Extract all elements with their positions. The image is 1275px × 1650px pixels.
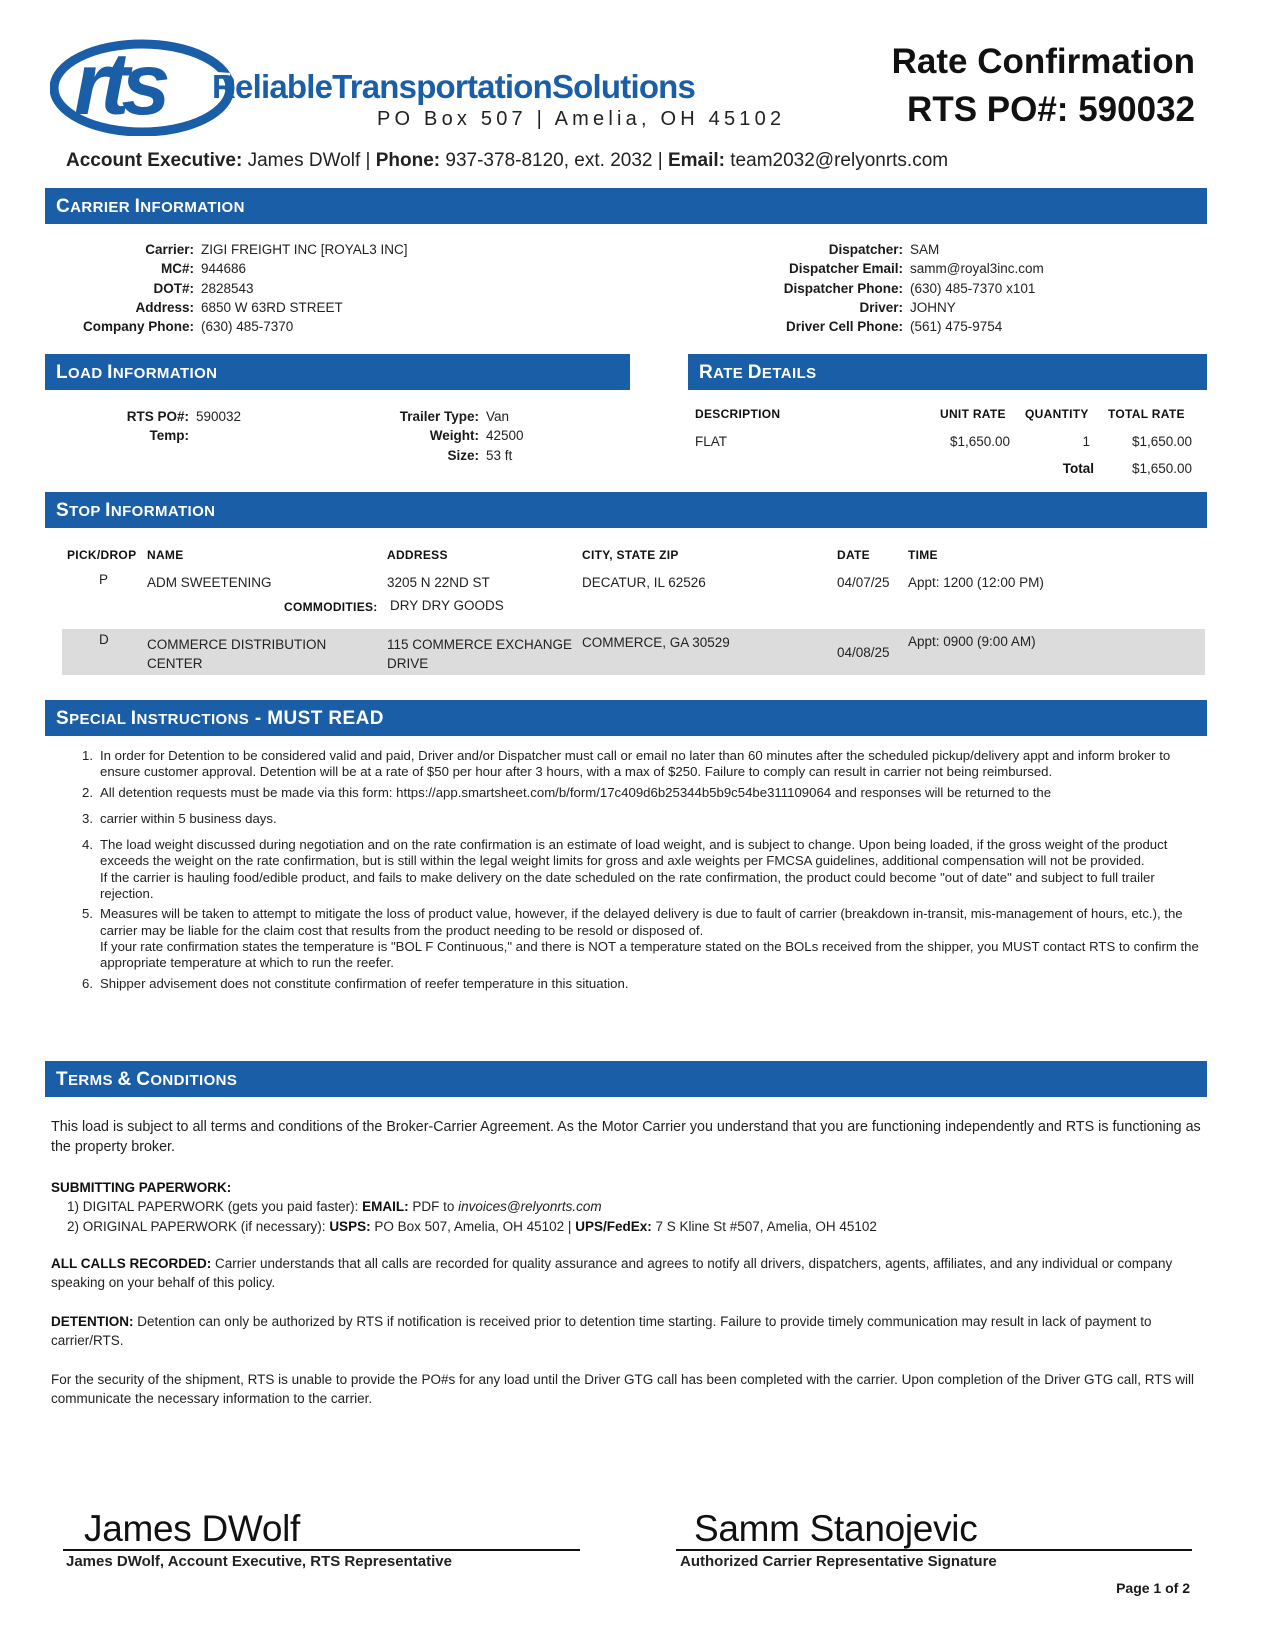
invoice-email: invoices@relyonrts.com — [458, 1199, 602, 1215]
field-label: MC#: — [161, 261, 194, 277]
title-cap: I — [107, 362, 113, 383]
title-rest: TOP — [69, 503, 101, 520]
list-text: If your rate confirmation states the temperature is "BOL F Continuous," and there is NOT a temperature stated on the BOLs received from the shipper, you MUST contact RTS to confirm the appropriate temperature at which to run the reefer. — [100, 938, 1199, 971]
rts-logo-letters: rts — [74, 36, 163, 133]
account-executive-line — [66, 150, 948, 172]
field-label: DOT#: — [153, 280, 194, 296]
title-rest: NFORMATION — [110, 503, 216, 520]
stop-address-line: DRIVE — [387, 656, 429, 671]
title-cap: C — [56, 196, 71, 217]
detention-text: Detention can only be authorized by RTS if notification is received prior to detention time starting. Failure to provide timely communication may result in lack of payment to carrier/RTS. — [51, 1314, 1152, 1349]
carrier-signature-line — [676, 1549, 1192, 1551]
detention-label: DETENTION: — [51, 1314, 134, 1329]
field-label: Address: — [135, 299, 194, 315]
title-cap: I — [130, 708, 137, 729]
rate-total-label: Total — [1062, 461, 1094, 476]
carrier-signature-caption: Authorized Carrier Representative Signature — [680, 1553, 997, 1570]
field-label: Temp: — [149, 428, 189, 444]
list-number: 5. — [82, 906, 93, 922]
title-cap: S — [56, 708, 70, 729]
stop-time: Appt: 1200 (12:00 PM) — [908, 575, 1044, 590]
field-value: JOHNY — [910, 299, 956, 315]
list-number: 2. — [82, 784, 93, 800]
stop-name: ADM SWEETENING — [147, 575, 272, 590]
carrier-field — [60, 298, 408, 317]
title-rest: NSTRUCTIONS — [136, 711, 250, 728]
field-value: (561) 475-9754 — [910, 319, 1003, 335]
field-value: 2828543 — [201, 280, 254, 296]
stop-information-header — [45, 492, 1207, 528]
stop-date: 04/08/25 — [837, 645, 890, 660]
title-cap: I — [105, 500, 111, 521]
rate-total-value: $1,650.00 — [1131, 461, 1192, 476]
load-info-left — [90, 407, 241, 446]
carrier-field — [60, 240, 408, 259]
stop-address: 3205 N 22ND ST — [387, 575, 490, 590]
account-email: team2032@relyonrts.com — [730, 150, 949, 171]
title-cap: D — [747, 362, 762, 383]
load-information-header — [45, 354, 630, 390]
field-label: Company Phone: — [82, 319, 194, 335]
stop-name-line: CENTER — [147, 656, 203, 671]
stop-header-name: NAME — [147, 548, 184, 562]
title-cap: T — [56, 1069, 69, 1090]
rts-signature: James DWolf — [84, 1508, 301, 1549]
title-rest: OAD — [68, 365, 103, 382]
dispatcher-field — [770, 298, 1044, 317]
field-value: (630) 485-7370 x101 — [910, 280, 1036, 296]
field-label: Trailer Type: — [399, 409, 479, 424]
list-text: carrier within 5 business days. — [100, 810, 277, 826]
commodities-value: DRY DRY GOODS — [390, 598, 504, 613]
title-rest: NFORMATION — [140, 199, 245, 216]
field-value: 6850 W 63RD STREET — [201, 299, 343, 315]
phone-label: Phone: — [375, 150, 441, 171]
title-cap: S — [56, 500, 70, 521]
digital-email-label: EMAIL: — [362, 1199, 409, 1215]
stop-time: Appt: 0900 (9:00 AM) — [908, 634, 1036, 649]
field-label: Size: — [447, 447, 479, 463]
title-rest: ATE — [713, 365, 744, 382]
rate-row-description: FLAT — [695, 434, 728, 449]
rate-row-total: $1,650.00 — [1131, 434, 1192, 449]
rate-header-total-rate: TOTAL RATE — [1108, 407, 1185, 421]
title-rest: NFORMATION — [112, 365, 218, 382]
rts-signature-caption: James DWolf, Account Executive, RTS Representative — [66, 1553, 452, 1570]
special-instructions-header — [45, 700, 1207, 736]
digital-paperwork-line — [51, 1197, 1201, 1216]
stop-type: P — [99, 572, 109, 587]
separator: | — [365, 150, 371, 171]
original-prefix: 2) ORIGINAL PAPERWORK (if necessary): — [67, 1218, 330, 1234]
list-number: 1. — [82, 748, 93, 763]
list-item — [82, 785, 1202, 801]
rate-details-header — [688, 354, 1207, 390]
separator: | — [657, 150, 663, 171]
rate-header-quantity: QUANTITY — [1025, 407, 1089, 421]
title-rest: ERMS — [68, 1072, 113, 1089]
title-cap: C — [136, 1069, 151, 1090]
field-value: SAM — [910, 242, 940, 257]
carrier-field — [60, 259, 408, 278]
title-rest: ONDITIONS — [150, 1072, 238, 1089]
rate-header-unit-rate: UNIT RATE — [940, 407, 1006, 421]
rts-signature-line — [63, 1549, 580, 1551]
original-paperwork-line — [51, 1217, 1201, 1236]
dispatcher-field — [770, 259, 1044, 278]
stop-type: D — [99, 632, 109, 647]
digital-mid: PDF to — [408, 1199, 459, 1215]
load-field — [380, 446, 524, 465]
stop-city: COMMERCE, GA 30529 — [582, 635, 730, 650]
list-text: Shipper advisement does not constitute confirmation of reefer temperature in this situation. — [100, 975, 629, 991]
paperwork-heading: SUBMITTING PAPERWORK: — [51, 1180, 232, 1195]
list-item — [82, 906, 1202, 971]
list-item — [82, 976, 1202, 992]
calls-recorded-paragraph — [51, 1254, 1201, 1293]
carrier-field — [60, 317, 408, 336]
field-value: (630) 485-7370 — [201, 319, 294, 335]
stop-city: DECATUR, IL 62526 — [582, 575, 706, 590]
stop-name — [147, 635, 326, 673]
digital-prefix: 1) DIGITAL PAPERWORK (gets you paid faster): — [67, 1199, 363, 1215]
carrier-field — [60, 279, 408, 298]
list-text: All detention requests must be made via this form: https://app.smartsheet.com/b/form/17c409d6b25344b5b9c54be311109064 and responses will be returned to the — [100, 784, 1052, 800]
field-label: Weight: — [429, 428, 479, 444]
po-heading-number: 590032 — [1078, 90, 1195, 129]
field-label: Driver Cell Phone: — [785, 319, 903, 335]
field-label: Dispatcher Email: — [788, 261, 903, 277]
dispatcher-field — [770, 240, 1044, 259]
account-exec-name: James DWolf — [247, 150, 361, 171]
ups-value: 7 S Kline St #507, Amelia, OH 45102 — [651, 1218, 877, 1234]
load-field — [380, 407, 524, 426]
title-suffix: - MUST READ — [249, 708, 384, 729]
list-item — [82, 748, 1202, 781]
field-label: Dispatcher Phone: — [783, 280, 903, 296]
load-info-right — [380, 407, 524, 465]
load-field — [380, 426, 524, 445]
usps-label: USPS: — [329, 1218, 371, 1234]
load-field — [90, 426, 241, 445]
field-value: 944686 — [201, 261, 247, 277]
document-title-block — [892, 38, 1195, 134]
ups-label: UPS/FedEx: — [575, 1218, 652, 1234]
company-address: PO Box 507 | Amelia, OH 45102 — [377, 108, 786, 130]
field-value: 42500 — [486, 428, 524, 444]
dispatcher-field — [770, 317, 1044, 336]
title-rest: PECIAL — [69, 711, 127, 728]
stop-header-time: TIME — [908, 548, 938, 562]
usps-value: PO Box 507, Amelia, OH 45102 | — [370, 1218, 576, 1234]
title-cap: I — [134, 196, 141, 217]
field-label: RTS PO#: — [126, 409, 189, 424]
carrier-info-right — [770, 240, 1044, 336]
terms-intro: This load is subject to all terms and conditions of the Broker-Carrier Agreement. As the Motor Carrier you understand that you are functioning independently and RTS is functioning as the property broker. — [51, 1119, 1201, 1155]
email-label: Email: — [667, 150, 725, 171]
rate-row-unit-rate: $1,650.00 — [949, 434, 1010, 449]
account-phone: 937-378-8120, ext. 2032 — [445, 150, 653, 171]
page-number: Page 1 of 2 — [1116, 1580, 1190, 1596]
list-item — [82, 837, 1202, 902]
load-field — [90, 407, 241, 426]
title-cap: L — [56, 362, 69, 383]
stop-address-line: 115 COMMERCE EXCHANGE — [387, 637, 573, 652]
carrier-information-header — [45, 188, 1207, 224]
calls-text: Carrier understands that all calls are recorded for quality assurance and agrees to notify all drivers, dispatchers, agents, affiliates, and any individual or company speaking on your behalf of this policy. — [51, 1256, 1173, 1291]
carrier-signature: Samm Stanojevic — [694, 1508, 978, 1549]
title-rest: ETAILS — [761, 365, 817, 382]
list-text: In order for Detention to be considered valid and paid, Driver and/or Dispatcher must call or email no later than 60 minutes after the scheduled pickup/delivery appt and inform broker to ensure customer approval. Detention will be at a rate of $50 per hour after 3 hours, with a max of $250. Failure to comply can result in carrier not being reimbursed. — [100, 748, 1171, 780]
terms-conditions-header — [45, 1061, 1207, 1097]
field-label: Dispatcher: — [828, 242, 903, 257]
special-instructions-list — [82, 748, 1202, 992]
detention-paragraph — [51, 1312, 1201, 1351]
field-value: 590032 — [196, 409, 242, 424]
stop-header-pickdrop: PICK/DROP — [67, 548, 137, 562]
list-number: 3. — [82, 810, 93, 826]
field-value: samm@royal3inc.com — [910, 261, 1044, 277]
dispatcher-field — [770, 279, 1044, 298]
list-text: Measures will be taken to attempt to mitigate the loss of product value, however, if the delayed delivery is due to fault of carrier (breakdown in-transit, mis-management of hours, etc.), the carrier may be liable for the claim cost that results from the product needing to be resold or disposed of. — [100, 906, 1183, 938]
commodities-label: COMMODITIES: — [284, 600, 378, 614]
stop-header-date: DATE — [837, 548, 870, 562]
list-number: 4. — [82, 837, 93, 853]
list-text: The load weight discussed during negotiation and on the rate confirmation is an estimate of load weight, and is subject to change. Upon being loaded, if the gross weight of the product exceeds the weight on the rate confirmation, but is still within the legal weight limits for gross and axle weights per FMCSA guidelines, additional compensation will not be provided. — [100, 837, 1168, 869]
field-value: 53 ft — [486, 447, 513, 463]
po-heading-label: RTS PO#: — [907, 90, 1069, 129]
list-item — [82, 811, 1202, 827]
stop-header-city: CITY, STATE ZIP — [582, 548, 679, 562]
stop-header-address: ADDRESS — [387, 548, 448, 562]
field-label: Carrier: — [145, 242, 194, 257]
rate-row-quantity: 1 — [1082, 434, 1090, 449]
security-paragraph: For the security of the shipment, RTS is unable to provide the PO#s for any load until the Driver GTG call has been completed with the carrier. Upon completion of the Driver GTG call, RTS will communicate the necessary information to the carrier. — [51, 1372, 1195, 1407]
paperwork-block — [51, 1178, 1201, 1236]
document-title: Rate Confirmation — [891, 42, 1195, 81]
calls-label: ALL CALLS RECORDED: — [51, 1256, 212, 1271]
stop-name-line: COMMERCE DISTRIBUTION — [147, 637, 327, 652]
rate-header-description: DESCRIPTION — [695, 407, 781, 421]
carrier-info-left — [60, 240, 408, 336]
title-rest: ARRIER — [70, 199, 131, 216]
field-value: Van — [486, 409, 510, 424]
po-heading — [892, 86, 1195, 134]
field-label: Driver: — [859, 299, 903, 315]
stop-date: 04/07/25 — [837, 575, 890, 590]
title-amp: & — [117, 1069, 132, 1090]
stop-address — [387, 635, 572, 673]
list-text: If the carrier is hauling food/edible product, and fails to make delivery on the date scheduled on the rate confirmation, the product could become "out of date" and subject to full trailer rejection. — [100, 869, 1155, 902]
account-exec-label: Account Executive: — [66, 150, 243, 171]
field-value: ZIGI FREIGHT INC [ROYAL3 INC] — [201, 242, 408, 257]
title-cap: R — [699, 362, 714, 383]
list-number: 6. — [82, 975, 93, 991]
company-name: ReliableTransportationSolutions — [212, 68, 696, 105]
